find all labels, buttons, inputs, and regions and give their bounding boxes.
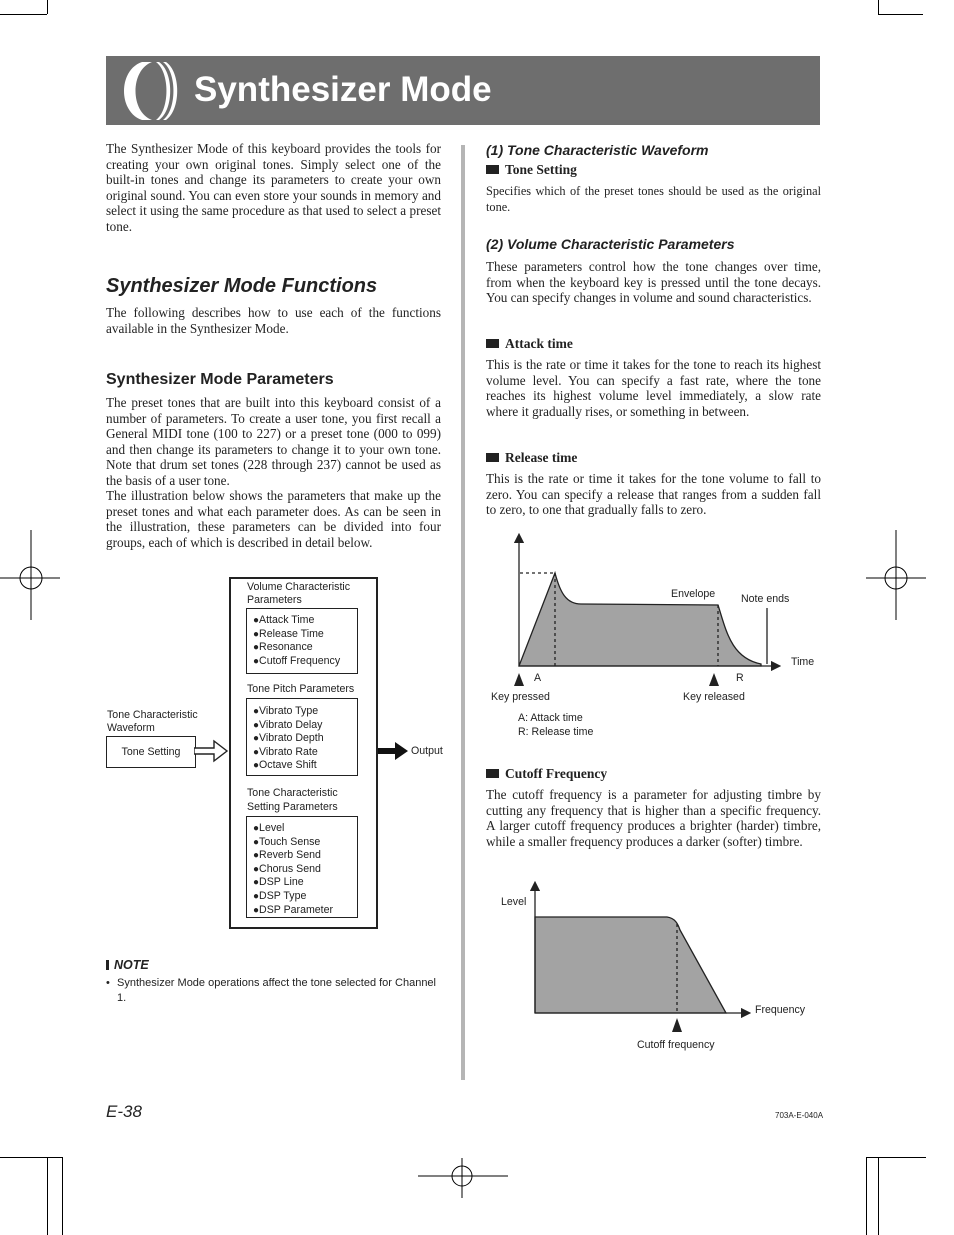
list-item: ● Vibrato Depth [253, 732, 357, 746]
crop-mark [878, 14, 923, 15]
level-shape [535, 917, 726, 1013]
waveform-label: Tone Characteristic Waveform [107, 709, 198, 734]
crop-mark [0, 14, 47, 15]
crop-mark [47, 1157, 48, 1235]
level-label: Level [501, 896, 527, 908]
release-time-heading: Release time [486, 450, 577, 466]
key-pressed-marker [514, 673, 524, 686]
list-item: ● Resonance [253, 641, 357, 655]
section-2-heading: (2) Volume Characteristic Parameters [486, 236, 735, 252]
list-item: ● Release Time [253, 628, 357, 642]
functions-heading: Synthesizer Mode Functions [106, 275, 378, 297]
functions-paragraph: The following describes how to use each of the functions available in the Synthesizer Mode. [106, 305, 441, 336]
setting-list [246, 816, 358, 918]
cutoff-frequency-heading: Cutoff Frequency [486, 766, 607, 782]
attack-marker-label: A [534, 672, 542, 684]
key-pressed-label: Key pressed [491, 691, 550, 703]
list-item: ● Octave Shift [253, 759, 357, 773]
document-code: 703A-E-040A [775, 1111, 824, 1120]
note-label: NOTE [114, 958, 149, 972]
column-divider [461, 145, 465, 1080]
output-arrow-icon [378, 740, 410, 762]
note-icon [106, 960, 109, 970]
list-item: ● Chorus Send [253, 863, 357, 877]
crop-mark [47, 0, 48, 14]
frequency-label: Frequency [755, 1004, 806, 1016]
list-item: ● DSP Type [253, 890, 357, 904]
registration-mark-right [866, 530, 926, 630]
crop-mark [866, 1157, 926, 1158]
list-item: ● DSP Parameter [253, 904, 357, 918]
parameters-paragraph-2: The illustration below shows the parameters that make up the preset tones and what each parameter does. As can be seen in the illustration, these parameters can be divided into four groups, each of which is described in detail below. [106, 488, 441, 550]
note-ends-label: Note ends [741, 593, 790, 605]
cutoff-marker [672, 1018, 682, 1032]
cutoff-graph [520, 880, 760, 1040]
page-number: E-38 [106, 1102, 142, 1121]
crop-mark [62, 1157, 63, 1235]
note-text: Synthesizer Mode operations affect the tone selected for Channel 1. [117, 977, 436, 1004]
bullet-square-icon [486, 339, 499, 348]
output-label: Output [411, 745, 443, 757]
legend-attack: A: Attack time [518, 712, 583, 724]
list-item: ● DSP Line [253, 876, 357, 890]
tone-setting-box [106, 736, 196, 768]
section-1-heading: (1) Tone Characteristic Waveform [486, 142, 709, 158]
tone-setting-label: Tone Setting [121, 746, 181, 758]
list-item: ● Vibrato Delay [253, 719, 357, 733]
list-item: ● Vibrato Type [253, 705, 357, 719]
tone-setting-heading: Tone Setting [486, 162, 577, 178]
volume-heading: Volume Characteristic Parameters [247, 581, 351, 606]
attack-time-heading: Attack time [486, 336, 573, 352]
volume-list [246, 608, 358, 674]
crop-mark [0, 1157, 62, 1158]
key-released-marker [709, 673, 719, 686]
note-heading [106, 958, 149, 972]
envelope-label: Envelope [671, 588, 716, 600]
crop-mark [866, 1157, 867, 1235]
section-2-paragraph: These parameters control how the tone changes over time, from when the keyboard key is pressed until the tone decays. You can specify changes in volume and sound characteristics. [486, 259, 821, 306]
registration-mark-bottom [418, 1158, 508, 1198]
list-item: ● Reverb Send [253, 849, 357, 863]
time-label: Time [791, 656, 815, 668]
cutoff-frequency-label: Cutoff frequency [637, 1039, 715, 1051]
list-item: ● Level [253, 822, 357, 836]
parameters-heading: Synthesizer Mode Parameters [106, 371, 334, 388]
legend-release: R: Release time [518, 726, 594, 738]
parameters-paragraph-1: The preset tones that are built into this keyboard consist of a number of parameters. To create a user tone, you first recall a General MIDI tone (100 to 227) or a preset tone (000 to 099) and then change its parameters to change it to your own tone. Note that drum set tones (228 through 237) cannot be used as the basis of a user tone. [106, 395, 441, 488]
release-marker-label: R [736, 672, 744, 684]
page-title: Synthesizer Mode [194, 70, 492, 109]
pitch-heading: Tone Pitch Parameters [247, 683, 355, 695]
cutoff-frequency-paragraph: The cutoff frequency is a parameter for adjusting timbre by cutting any frequency that is higher than a specific frequency. A larger cutoff frequency produces a brighter (harder) timbre, while a smaller frequency produces a darker (softer) timbre. [486, 787, 821, 849]
list-item: ● Touch Sense [253, 836, 357, 850]
pitch-list [246, 698, 358, 776]
title-bracket-icon [112, 56, 182, 125]
bullet-square-icon [486, 165, 499, 174]
crop-mark [878, 0, 879, 14]
list-item: ● Cutoff Frequency [253, 655, 357, 669]
bullet-square-icon [486, 769, 499, 778]
tone-setting-paragraph: Specifies which of the preset tones should be used as the original tone. [486, 184, 821, 214]
arrow-right-icon [194, 738, 230, 764]
registration-mark-left [0, 530, 60, 630]
list-item: ● Attack Time [253, 614, 357, 628]
attack-time-paragraph: This is the rate or time it takes for the tone to reach its highest volume level. You can specify a fast rate, where the tone reaches its highest volume level immediately, a slow rate where it gradually rises, or something in between. [486, 357, 821, 419]
release-time-paragraph: This is the rate or time it takes for the tone volume to fall to zero. You can specify a release that ranges from a sudden fall to zero, to one that gradually falls to zero. [486, 471, 821, 518]
note-item: • Synthesizer Mode operations affect the tone selected for Channel 1. [106, 976, 444, 1006]
bullet-square-icon [486, 453, 499, 462]
intro-paragraph: The Synthesizer Mode of this keyboard provides the tools for creating your own original tones. Simply select one of the built-in tones and change its parameters to create your own original sound. You can even store your sounds in memory and select it using the same procedure as that used to select a preset tone. [106, 141, 441, 234]
setting-heading: Tone Characteristic Setting Parameters [247, 787, 338, 813]
list-item: ● Vibrato Rate [253, 746, 357, 760]
crop-mark [878, 1157, 879, 1235]
key-released-label: Key released [683, 691, 745, 703]
